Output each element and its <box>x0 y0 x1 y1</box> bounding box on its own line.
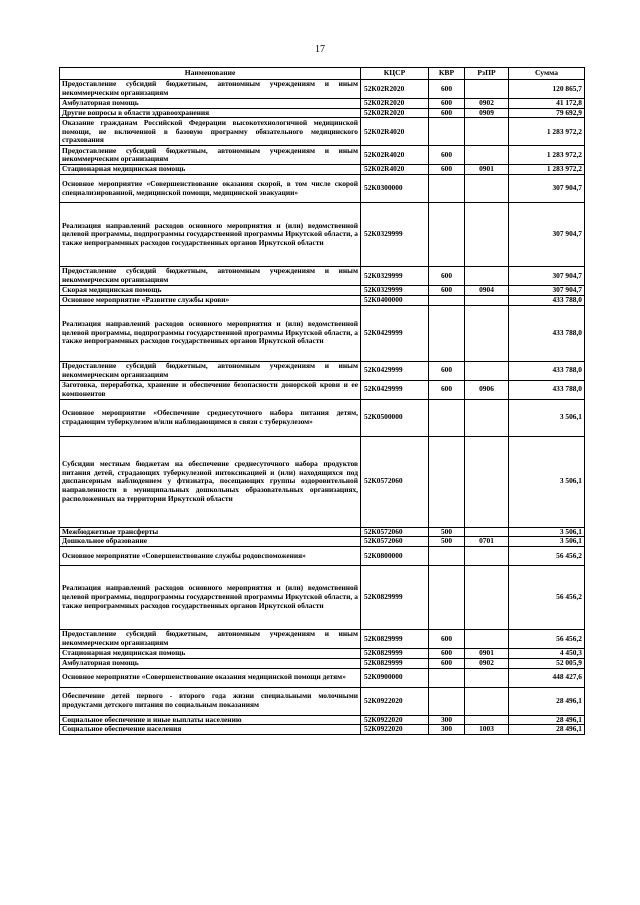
cell-code: 52К0300000 <box>361 175 429 203</box>
table-row <box>60 725 585 735</box>
cell-code: 52К0429999 <box>361 380 429 399</box>
cell-name: Предоставление субсидий бюджетным, автономным учреждениям и иным некоммерческим организациям <box>60 267 361 286</box>
cell-sum: 1 283 972,2 <box>509 146 585 165</box>
cell-rzpr: 0701 <box>465 537 509 547</box>
header-rzpr: РзПР <box>465 68 509 80</box>
cell-code: 52К0900000 <box>361 668 429 687</box>
cell-code: 52К0829999 <box>361 566 429 630</box>
cell-name: Предоставление субсидий бюджетным, автономным учреждениям и иным некоммерческим организациям <box>60 630 361 649</box>
table-row <box>60 399 585 436</box>
cell-kvr <box>429 203 465 267</box>
cell-rzpr: 0906 <box>465 380 509 399</box>
cell-rzpr <box>465 295 509 305</box>
cell-kvr: 600 <box>429 649 465 659</box>
table-row <box>60 165 585 175</box>
cell-kvr: 600 <box>429 146 465 165</box>
cell-name: Амбулаторная помощь <box>60 98 361 108</box>
table-row <box>60 108 585 118</box>
cell-sum: 79 692,9 <box>509 108 585 118</box>
table-row <box>60 286 585 296</box>
cell-sum: 433 788,0 <box>509 295 585 305</box>
cell-code: 52К02R4020 <box>361 118 429 146</box>
cell-sum: 28 496,1 <box>509 687 585 715</box>
cell-sum: 52 005,9 <box>509 658 585 668</box>
cell-kvr <box>429 687 465 715</box>
table-row <box>60 305 585 361</box>
cell-rzpr <box>465 436 509 527</box>
cell-kvr <box>429 547 465 566</box>
table-row <box>60 267 585 286</box>
cell-rzpr <box>465 361 509 380</box>
page-number: 17 <box>315 44 325 55</box>
cell-name: Скорая медицинская помощь <box>60 286 361 296</box>
cell-rzpr: 0904 <box>465 286 509 296</box>
cell-rzpr: 0902 <box>465 658 509 668</box>
cell-kvr <box>429 175 465 203</box>
table-row <box>60 118 585 146</box>
cell-rzpr <box>465 687 509 715</box>
table-row <box>60 630 585 649</box>
cell-kvr: 600 <box>429 267 465 286</box>
cell-code: 52К0829999 <box>361 649 429 659</box>
cell-code: 52К0572060 <box>361 527 429 537</box>
cell-code: 52К0429999 <box>361 361 429 380</box>
table-row <box>60 436 585 527</box>
header-code: КЦСР <box>361 68 429 80</box>
cell-name: Стационарная медицинская помощь <box>60 649 361 659</box>
cell-code: 52К02R4020 <box>361 146 429 165</box>
cell-name: Другие вопросы в области здравоохранения <box>60 108 361 118</box>
cell-code: 52К0922020 <box>361 687 429 715</box>
budget-table <box>59 67 585 735</box>
table-row <box>60 547 585 566</box>
cell-code: 52К02R2020 <box>361 79 429 98</box>
cell-name: Реализация направлений расходов основного мероприятия и (или) ведомственной целевой программы, подпрограммы государственной программы Иркутской области, а также непрограммных расходов государственных органов Иркутской области <box>60 305 361 361</box>
cell-kvr <box>429 295 465 305</box>
cell-name: Субсидии местным бюджетам на обеспечение среднесуточного набора продуктов питания детей, страдающих туберкулезной интоксикацией и (или) находящихся под диспансерным наблюдением у фтизиатра, посещающих группы оздоровительной направленности в муниципальных дошкольных образовательных организациях, расположенных на территории Иркутской области <box>60 436 361 527</box>
cell-rzpr <box>465 146 509 165</box>
cell-code: 52К0829999 <box>361 630 429 649</box>
cell-name: Основное мероприятие «Развитие службы крови» <box>60 295 361 305</box>
cell-name: Социальное обеспечение населения <box>60 725 361 735</box>
cell-kvr: 600 <box>429 286 465 296</box>
cell-code: 52К0329999 <box>361 203 429 267</box>
cell-name: Заготовка, переработка, хранение и обеспечение безопасности донорской крови и ее компонентов <box>60 380 361 399</box>
cell-rzpr <box>465 118 509 146</box>
cell-sum: 3 506,1 <box>509 436 585 527</box>
cell-name: Оказание гражданам Российской Федерации высокотехнологичной медицинской помощи, не включенной в базовую программу обязательного медицинского страхования <box>60 118 361 146</box>
cell-name: Основное мероприятие «Обеспечение среднесуточного набора питания детям, страдающим туберкулезом и/или наблюдающимся в связи с туберкулезом» <box>60 399 361 436</box>
cell-kvr: 600 <box>429 79 465 98</box>
cell-code: 52К0800000 <box>361 547 429 566</box>
cell-name: Дошкольное образование <box>60 537 361 547</box>
table-row <box>60 175 585 203</box>
cell-sum: 28 496,1 <box>509 725 585 735</box>
table-row <box>60 527 585 537</box>
cell-kvr <box>429 399 465 436</box>
cell-rzpr: 0901 <box>465 649 509 659</box>
cell-kvr: 600 <box>429 630 465 649</box>
cell-rzpr <box>465 630 509 649</box>
cell-rzpr: 1003 <box>465 725 509 735</box>
table-row <box>60 79 585 98</box>
cell-code: 52К02R2020 <box>361 108 429 118</box>
cell-rzpr: 0902 <box>465 98 509 108</box>
cell-sum: 1 283 972,2 <box>509 165 585 175</box>
cell-rzpr <box>465 399 509 436</box>
cell-kvr: 600 <box>429 380 465 399</box>
table-row <box>60 658 585 668</box>
cell-kvr: 600 <box>429 361 465 380</box>
cell-name: Основное мероприятие «Совершенствование оказания скорой, в том числе скорой специализированной, медицинской помощи, медицинской эвакуации» <box>60 175 361 203</box>
cell-kvr <box>429 668 465 687</box>
cell-name: Межбюджетные трансферты <box>60 527 361 537</box>
table-row <box>60 537 585 547</box>
cell-code: 52К0500000 <box>361 399 429 436</box>
table-row <box>60 203 585 267</box>
cell-name: Предоставление субсидий бюджетным, автономным учреждениям и иным некоммерческим организациям <box>60 361 361 380</box>
cell-sum: 4 450,3 <box>509 649 585 659</box>
table-row <box>60 146 585 165</box>
cell-kvr: 500 <box>429 537 465 547</box>
cell-kvr <box>429 118 465 146</box>
table-row <box>60 687 585 715</box>
cell-code: 52К0400000 <box>361 295 429 305</box>
cell-kvr: 300 <box>429 715 465 725</box>
cell-sum: 56 456,2 <box>509 547 585 566</box>
cell-sum: 433 788,0 <box>509 380 585 399</box>
table-row <box>60 295 585 305</box>
cell-code: 52К0922020 <box>361 715 429 725</box>
cell-code: 52К0572060 <box>361 436 429 527</box>
cell-code: 52К0329999 <box>361 286 429 296</box>
cell-sum: 3 506,1 <box>509 537 585 547</box>
cell-kvr <box>429 436 465 527</box>
cell-sum: 448 427,6 <box>509 668 585 687</box>
cell-sum: 433 788,0 <box>509 305 585 361</box>
cell-name: Реализация направлений расходов основного мероприятия и (или) ведомственной целевой программы, подпрограммы государственной программы Иркутской области, а также непрограммных расходов государственных органов Иркутской области <box>60 203 361 267</box>
cell-name: Обеспечение детей первого - второго года жизни специальными молочными продуктами детского питания по социальным показаниям <box>60 687 361 715</box>
cell-code: 52К0329999 <box>361 267 429 286</box>
cell-sum: 41 172,8 <box>509 98 585 108</box>
table-row <box>60 98 585 108</box>
cell-code: 52К02R2020 <box>361 98 429 108</box>
cell-kvr: 600 <box>429 108 465 118</box>
cell-rzpr <box>465 547 509 566</box>
cell-rzpr <box>465 305 509 361</box>
cell-name: Амбулаторная помощь <box>60 658 361 668</box>
cell-sum: 3 506,1 <box>509 527 585 537</box>
cell-name: Основное мероприятие «Совершенствование службы родовспоможения» <box>60 547 361 566</box>
cell-code: 52К0922020 <box>361 725 429 735</box>
cell-rzpr <box>465 79 509 98</box>
cell-name: Основное мероприятие «Совершенствование оказания медицинской помощи детям» <box>60 668 361 687</box>
header-kvr: КВР <box>429 68 465 80</box>
cell-rzpr <box>465 175 509 203</box>
cell-rzpr <box>465 668 509 687</box>
cell-sum: 307 904,7 <box>509 286 585 296</box>
cell-kvr: 500 <box>429 527 465 537</box>
cell-sum: 307 904,7 <box>509 175 585 203</box>
table-row <box>60 715 585 725</box>
cell-code: 52К0429999 <box>361 305 429 361</box>
cell-sum: 433 788,0 <box>509 361 585 380</box>
cell-code: 52К02R4020 <box>361 165 429 175</box>
cell-name: Стационарная медицинская помощь <box>60 165 361 175</box>
cell-rzpr <box>465 715 509 725</box>
table-body <box>60 79 585 734</box>
cell-rzpr: 0909 <box>465 108 509 118</box>
cell-code: 52К0572060 <box>361 537 429 547</box>
cell-kvr: 300 <box>429 725 465 735</box>
table-row <box>60 380 585 399</box>
table-row <box>60 361 585 380</box>
table-row <box>60 668 585 687</box>
cell-rzpr <box>465 203 509 267</box>
cell-sum: 307 904,7 <box>509 203 585 267</box>
cell-sum: 120 865,7 <box>509 79 585 98</box>
cell-rzpr <box>465 267 509 286</box>
cell-rzpr <box>465 566 509 630</box>
cell-sum: 307 904,7 <box>509 267 585 286</box>
cell-sum: 28 496,1 <box>509 715 585 725</box>
cell-rzpr: 0901 <box>465 165 509 175</box>
cell-kvr: 600 <box>429 658 465 668</box>
cell-sum: 1 283 972,2 <box>509 118 585 146</box>
header-name: Наименование <box>60 68 361 80</box>
cell-code: 52К0829999 <box>361 658 429 668</box>
cell-name: Предоставление субсидий бюджетным, автономным учреждениям и иным некоммерческим организациям <box>60 146 361 165</box>
cell-rzpr <box>465 527 509 537</box>
cell-kvr <box>429 566 465 630</box>
cell-sum: 56 456,2 <box>509 630 585 649</box>
cell-name: Реализация направлений расходов основного мероприятия и (или) ведомственной целевой программы, подпрограммы государственной программы Иркутской области, а также непрограммных расходов государственных органов Иркутской области <box>60 566 361 630</box>
table-row <box>60 566 585 630</box>
cell-sum: 56 456,2 <box>509 566 585 630</box>
table-header-row <box>60 68 585 80</box>
cell-name: Социальное обеспечение и иные выплаты населению <box>60 715 361 725</box>
cell-kvr: 600 <box>429 165 465 175</box>
header-sum: Сумма <box>509 68 585 80</box>
cell-name: Предоставление субсидий бюджетным, автономным учреждениям и иным некоммерческим организациям <box>60 79 361 98</box>
cell-kvr: 600 <box>429 98 465 108</box>
cell-sum: 3 506,1 <box>509 399 585 436</box>
cell-kvr <box>429 305 465 361</box>
table-row <box>60 649 585 659</box>
